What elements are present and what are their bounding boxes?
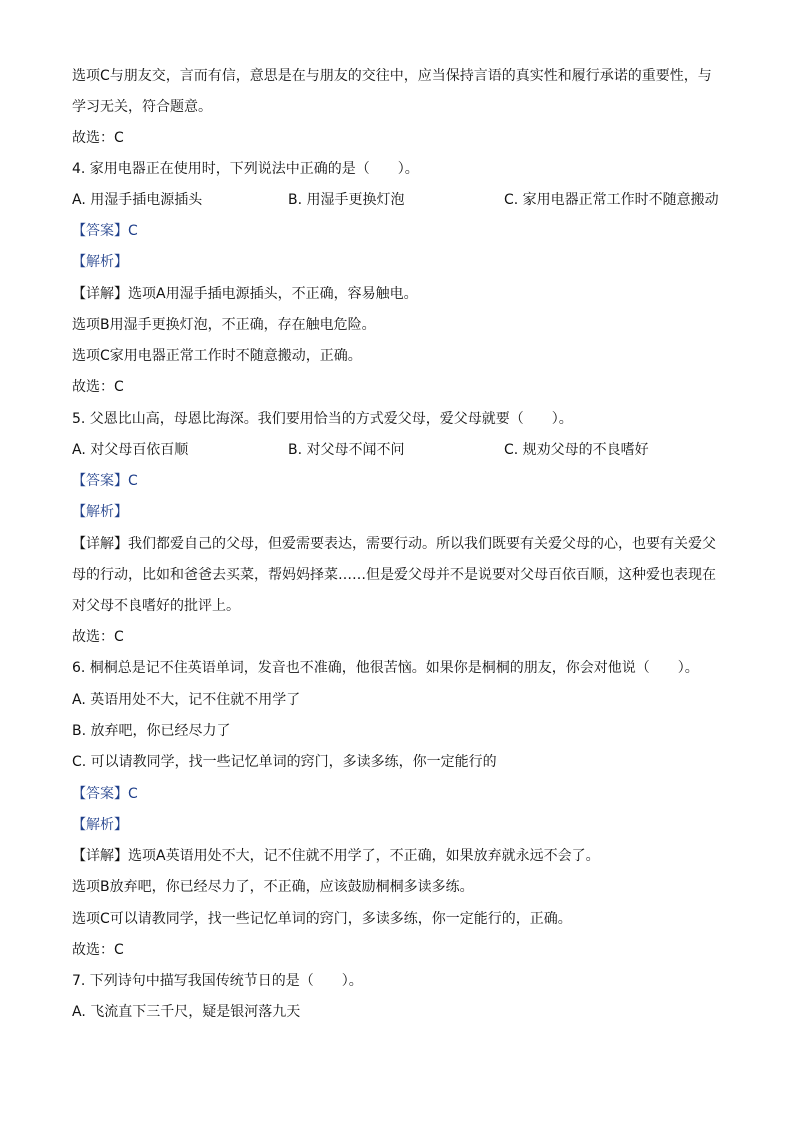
answer-label: 【答案】C (72, 786, 138, 802)
answer-choice: 故选：C (72, 629, 124, 645)
detail-text: 【详解】选项A用湿手插电源插头，不正确，容易触电。 (72, 286, 418, 302)
q6-option-a: A. 英语用处不大，记不住就不用学了 (72, 692, 301, 708)
q4-option-a: A. 用湿手插电源插头 (72, 192, 203, 208)
detail-text: 【详解】选项A英语用处不大，记不住就不用学了，不正确，如果放弃就永远不会了。 (72, 848, 600, 864)
answer-choice: 故选：C (72, 379, 124, 395)
text-line: 学习无关，符合题意。 (72, 99, 212, 115)
answer-label: 【答案】C (72, 223, 138, 239)
analysis-label: 【解析】 (72, 817, 128, 833)
q5-options-row (72, 438, 732, 462)
answer-choice: 故选：C (72, 130, 124, 146)
question-5: 5. 父恩比山高，母恩比海深。我们要用恰当的方式爱父母，爱父母就要（ ）。 (72, 411, 573, 427)
text-line: 选项B用湿手更换灯泡，不正确，存在触电危险。 (72, 317, 376, 333)
q5-option-a: A. 对父母百依百顺 (72, 442, 189, 458)
q6-option-b: B. 放弃吧，你已经尽力了 (72, 723, 231, 739)
q7-option-a: A. 飞流直下三千尺，疑是银河落九天 (72, 1004, 301, 1020)
text-line: 选项C可以请教同学，找一些记忆单词的窍门，多读多练，你一定能行的，正确。 (72, 911, 572, 927)
text-line: 母的行动，比如和爸爸去买菜，帮妈妈择菜……但是爱父母并不是说要对父母百依百顺，这种爱也表现在 (72, 567, 716, 583)
answer-label: 【答案】C (72, 473, 138, 489)
text-line: 选项C与朋友交，言而有信，意思是在与朋友的交往中，应当保持言语的真实性和履行承诺的重要性，与 (72, 68, 712, 84)
question-4: 4. 家用电器正在使用时，下列说法中正确的是（ ）。 (72, 161, 419, 177)
q4-option-c: C. 家用电器正常工作时不随意搬动 (504, 192, 719, 208)
question-6: 6. 桐桐总是记不住英语单词，发音也不准确，他很苦恼。如果你是桐桐的朋友，你会对他说（ ）。 (72, 660, 699, 676)
answer-choice: 故选：C (72, 942, 124, 958)
text-line: 选项C家用电器正常工作时不随意搬动，正确。 (72, 348, 362, 364)
detail-text: 【详解】我们都爱自己的父母，但爱需要表达，需要行动。所以我们既要有关爱父母的心，也要有关爱父 (72, 536, 716, 552)
q4-option-b: B. 用湿手更换灯泡 (288, 192, 405, 208)
text-line: 选项B放弃吧，你已经尽力了，不正确，应该鼓励桐桐多读多练。 (72, 879, 474, 895)
question-7: 7. 下列诗句中描写我国传统节日的是（ ）。 (72, 973, 363, 989)
analysis-label: 【解析】 (72, 254, 128, 270)
q5-option-b: B. 对父母不闻不问 (288, 442, 405, 458)
text-line: 对父母不良嗜好的批评上。 (72, 598, 240, 614)
q5-option-c: C. 规劝父母的不良嗜好 (504, 442, 649, 458)
q6-option-c: C. 可以请教同学，找一些记忆单词的窍门，多读多练，你一定能行的 (72, 754, 497, 770)
q4-options-row (72, 188, 732, 212)
analysis-label: 【解析】 (72, 504, 128, 520)
